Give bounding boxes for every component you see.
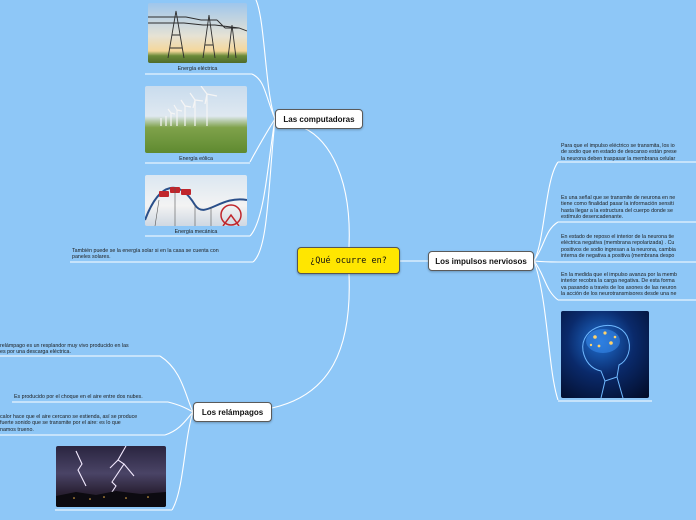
nerve-text-4: En la medida que el impulso avanza por la memb interior recobra la carga negativa. De esta forma va pasando a través de los axones de las neuron la acción de los neurotransmisores desde una ne <box>561 272 678 297</box>
central-topic[interactable]: ¿Qué ocurre en? <box>297 247 400 274</box>
branch-computers[interactable]: Las computadoras <box>275 109 363 129</box>
power-towers-image <box>148 3 247 63</box>
mechanical-energy-caption: Energía mecánica <box>174 229 218 235</box>
branch-lightning[interactable]: Los relámpagos <box>193 402 272 422</box>
branch-nerve-impulses[interactable]: Los impulsos nerviosos <box>428 251 534 271</box>
lightning-storm-image <box>56 446 166 507</box>
brain-xray-image <box>561 311 649 398</box>
wind-energy-caption: Energía eólica <box>179 156 213 162</box>
lightning-text-1: relámpago es un resplandor muy vivo producido en las es por una descarga eléctrica. <box>0 343 129 356</box>
wind-turbines-image <box>145 86 247 153</box>
nerve-text-3: En estado de reposo el interior de la neurona tie eléctrica negativa (membrana repolarizada) . Cu positivos de sodio ingresan a la neurona, cambia interna de negativa a positiva (membrana despo <box>561 234 676 259</box>
lightning-text-3: calor hace que el aire cercano se estienda, así se produce fuerte sonido que se transmite por el aire: es lo que namos trueno. <box>0 414 138 433</box>
electric-energy-caption: Energía eléctrica <box>177 66 218 72</box>
nerve-text-2: Es una señal que se transmite de neurona en ne tiene como finalidad pasar la información sensiti hasta llegar a la estructura del cuerpo donde se estímulo desencadenante. <box>561 195 676 220</box>
nerve-text-1: Para que el impulso eléctrico se transmita, los io de sodio que en estado de descanso están prese la neurona deben traspasar la membrana celular <box>561 143 677 162</box>
solar-energy-text: También puede se la energía solar si en la casa se cuenta con paneles solares. <box>72 248 219 261</box>
lightning-text-2: Es producido por el choque en el aire entre dos nubes. <box>14 394 143 400</box>
roller-coaster-image <box>145 175 247 226</box>
